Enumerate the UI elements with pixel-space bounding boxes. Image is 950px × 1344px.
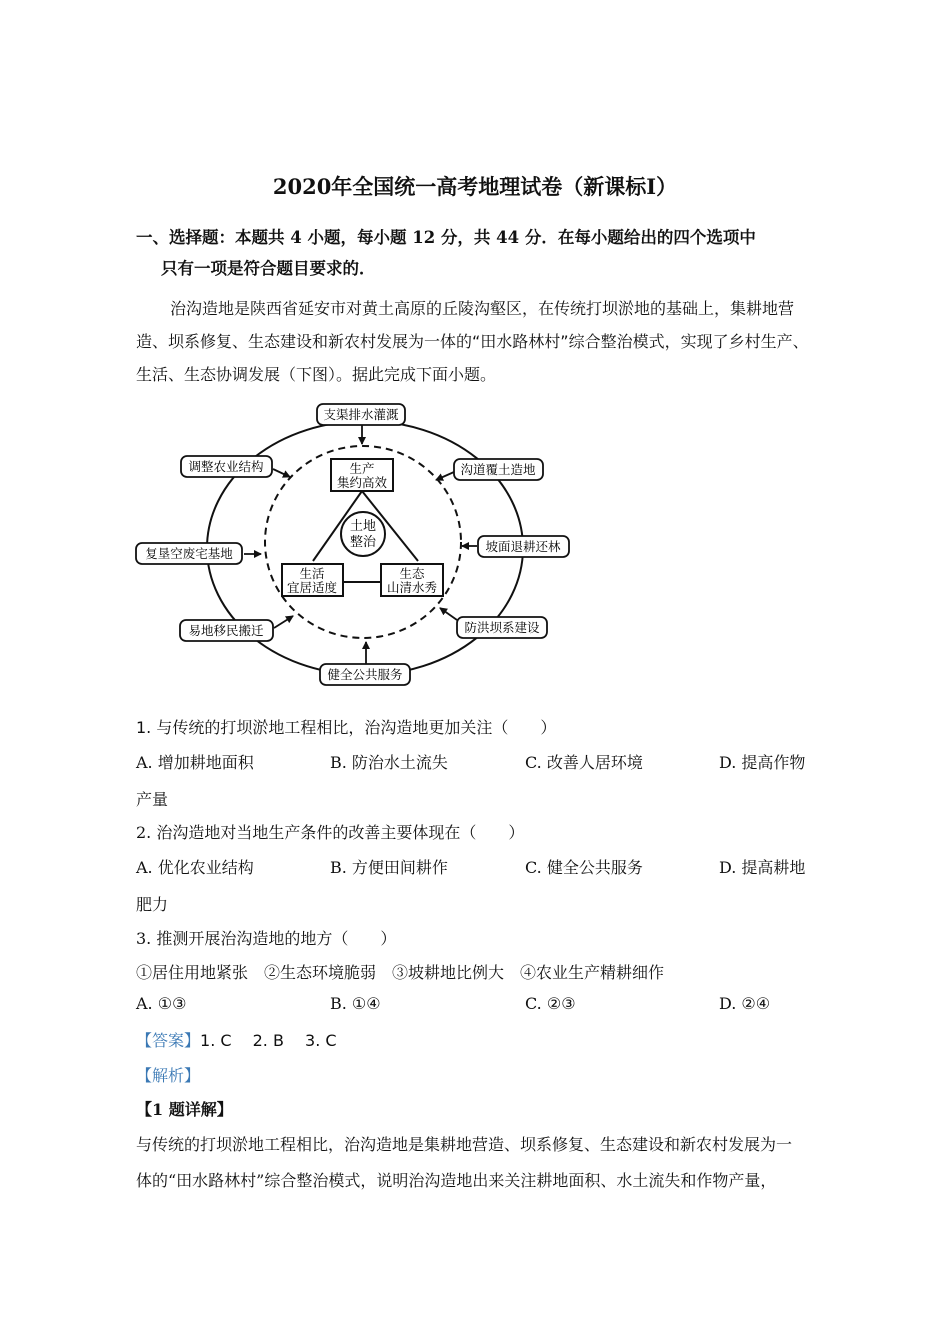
q2-option-a: A. 优化农业结构 bbox=[136, 858, 254, 877]
living-label-2: 宜居适度 bbox=[286, 580, 338, 595]
q3-option-c: C. ②③ bbox=[525, 994, 576, 1013]
q2-option-c: C. 健全公共服务 bbox=[525, 858, 643, 877]
label-top: 支渠排水灌溉 bbox=[323, 407, 399, 422]
center-label-1: 土地 bbox=[349, 519, 377, 534]
label-right: 坡面退耕还林 bbox=[485, 539, 561, 554]
detail-line-2: 体的“田水路林村”综合整治模式，说明治沟造地出来关注耕地面积、水土流失和作物产量， bbox=[136, 1171, 777, 1190]
production-label-2: 集约高效 bbox=[336, 475, 388, 490]
section-heading-line2: 只有一项是符合题目要求的． bbox=[161, 259, 376, 278]
q1-option-d-wrap: 产量 bbox=[136, 790, 169, 809]
q1-option-b: B. 防治水土流失 bbox=[330, 753, 448, 772]
label-top-right: 沟道覆土造地 bbox=[460, 462, 536, 477]
label-left: 复垦空废宅基地 bbox=[145, 546, 233, 561]
answer-line bbox=[136, 1028, 337, 1051]
question-2-stem: 2. 治沟造地对当地生产条件的改善主要体现在（ ） bbox=[136, 823, 525, 842]
page-title: 2020年全国统一高考地理试卷（新课标Ⅰ） bbox=[272, 174, 678, 199]
ecology-label-2: 山清水秀 bbox=[386, 580, 438, 595]
section-heading bbox=[136, 222, 826, 284]
detail-line-1: 与传统的打坝淤地工程相比，治沟造地是集耕地营造、坝系修复、生态建设和新农村发展为一 bbox=[136, 1135, 793, 1154]
label-bottom-right: 防洪坝系建设 bbox=[464, 620, 540, 635]
land-remediation-diagram bbox=[130, 398, 580, 690]
label-top-left: 调整农业结构 bbox=[188, 459, 264, 474]
center-label-2: 整治 bbox=[349, 535, 377, 550]
question-1-stem: 1. 与传统的打坝淤地工程相比，治沟造地更加关注（ ） bbox=[136, 718, 557, 737]
q1-option-a: A. 增加耕地面积 bbox=[136, 753, 254, 772]
section-heading-line1: 一、选择题：本题共 4 小题，每小题 12 分，共 44 分．在每小题给出的四个选项中 bbox=[136, 228, 756, 247]
answer-text: 1. C 2. B 3. C bbox=[200, 1031, 337, 1050]
analysis-label: 【解析】 bbox=[136, 1066, 201, 1085]
answer-label: 【答案】 bbox=[136, 1031, 201, 1050]
q3-option-d: D. ②④ bbox=[719, 994, 771, 1013]
ecology-label-1: 生态 bbox=[399, 566, 425, 581]
label-bottom-left: 易地移民搬迁 bbox=[188, 623, 264, 638]
label-bottom: 健全公共服务 bbox=[327, 667, 403, 682]
q1-option-d: D. 提高作物 bbox=[719, 753, 806, 772]
q1-stem-text: 与传统的打坝淤地工程相比，治沟造地更加关注（ ） bbox=[156, 718, 557, 737]
question-3-stem: 3. 推测开展治沟造地的地方（ ） bbox=[136, 929, 397, 948]
living-label-1: 生活 bbox=[299, 566, 325, 581]
q3-option-b: B. ①④ bbox=[330, 994, 381, 1013]
q2-option-b: B. 方便田间耕作 bbox=[330, 858, 448, 877]
q3-items: ①居住用地紧张 ②生态环境脆弱 ③坡耕地比例大 ④农业生产精耕细作 bbox=[136, 963, 665, 982]
q1-option-c: C. 改善人居环境 bbox=[525, 753, 643, 772]
q3-option-a: A. ①③ bbox=[136, 994, 187, 1013]
detail-heading: 【1 题详解】 bbox=[136, 1100, 233, 1119]
production-label-1: 生产 bbox=[349, 461, 375, 476]
q2-option-d: D. 提高耕地 bbox=[719, 858, 806, 877]
q2-option-d-wrap: 肥力 bbox=[136, 895, 169, 914]
passage: 治沟造地是陕西省延安市对黄土高原的丘陵沟壑区，在传统打坝淤地的基础上，集耕地营造、坝系修复、生态建设和新农村发展为一体的“田水路林村”综合整治模式，实现了乡村生产、生活、生态协调发展（下图）。据此完成下面小题。 bbox=[136, 299, 809, 384]
